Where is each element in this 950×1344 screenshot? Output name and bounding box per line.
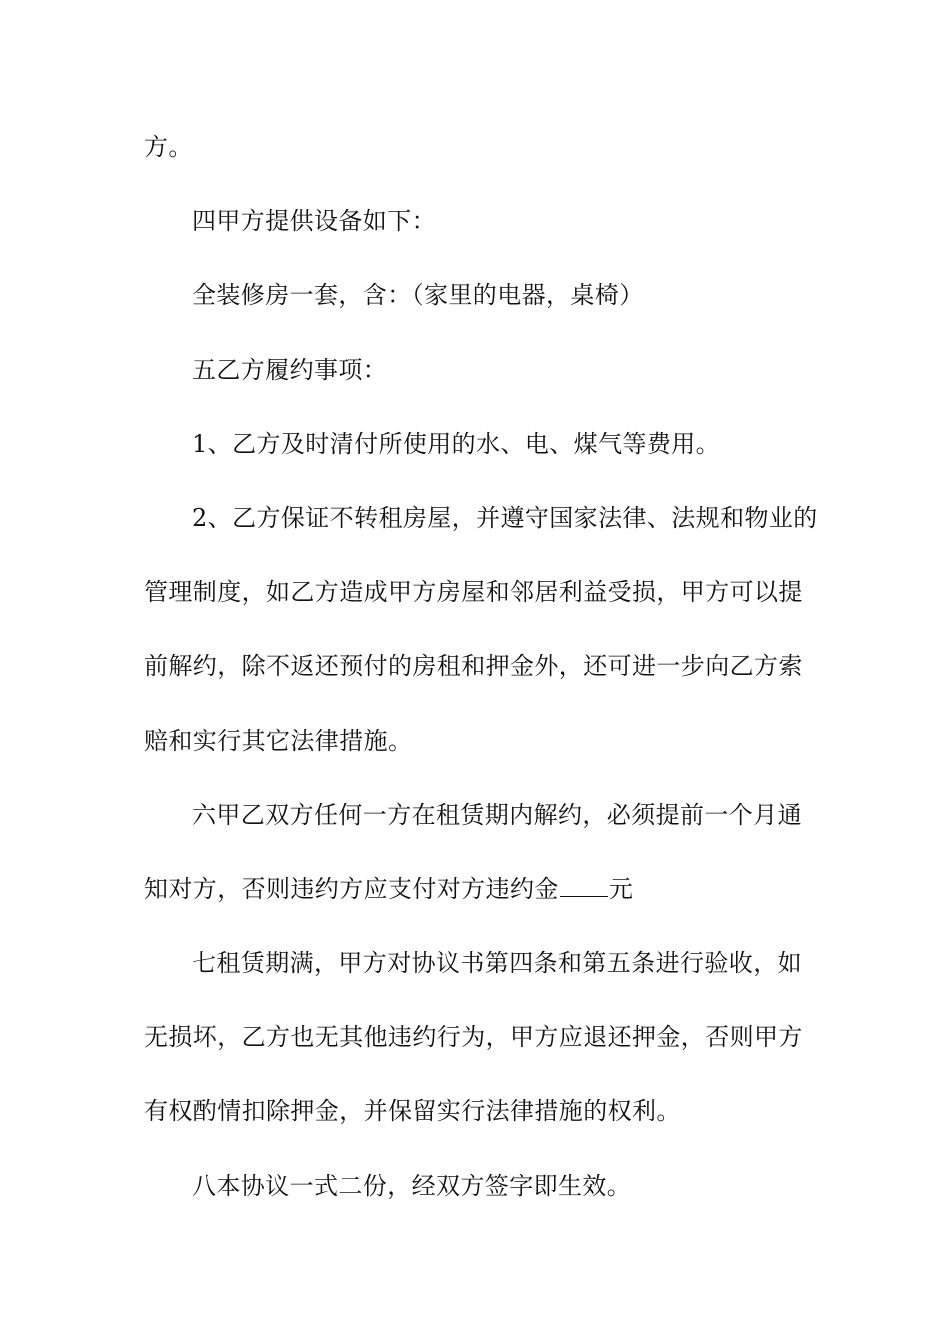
paragraph-line: 方。 <box>144 133 193 161</box>
penalty-amount-blank <box>560 874 608 897</box>
section-heading-equipment: 四甲方提供设备如下： <box>192 207 436 236</box>
section-heading-termination: 六甲乙双方任何一方在租赁期内解约，必须提前一个月通 <box>192 800 802 829</box>
paragraph-line: 赔和实行其它法律措施。 <box>144 726 413 755</box>
paragraph-line-with-blank <box>144 871 808 945</box>
penalty-text: 知对方，否则违约方应支付对方违约金 <box>144 874 559 903</box>
document-body <box>144 129 818 1242</box>
section-heading-expiry: 七租赁期满，甲方对协议书第四条和第五条进行验收，如 <box>192 949 802 978</box>
paragraph-line: 2、乙方保证不转租房屋，并遵守国家法律、法规和物业的 <box>192 503 818 532</box>
paragraph-line: 管理制度，如乙方造成甲方房屋和邻居利益受损，甲方可以提 <box>144 578 803 607</box>
paragraph-line: 全装修房一套，含：（家里的电器，桌椅） <box>192 281 644 310</box>
paragraph-line: 有权酌情扣除押金，并保留实行法律措施的权利。 <box>144 1097 681 1126</box>
paragraph-line: 1、乙方及时清付所使用的水、电、煤气等费用。 <box>192 429 721 458</box>
currency-unit: 元 <box>608 874 634 903</box>
paragraph-line: 无损坏，乙方也无其他违约行为，甲方应退还押金，否则甲方 <box>144 1023 803 1052</box>
section-heading-obligations: 五乙方履约事项： <box>192 355 388 384</box>
paragraph-line: 前解约，除不返还预付的房租和押金外，还可进一步向乙方索 <box>144 652 803 681</box>
section-heading-copies: 八本协议一式二份，经双方签字即生效。 <box>192 1171 632 1200</box>
